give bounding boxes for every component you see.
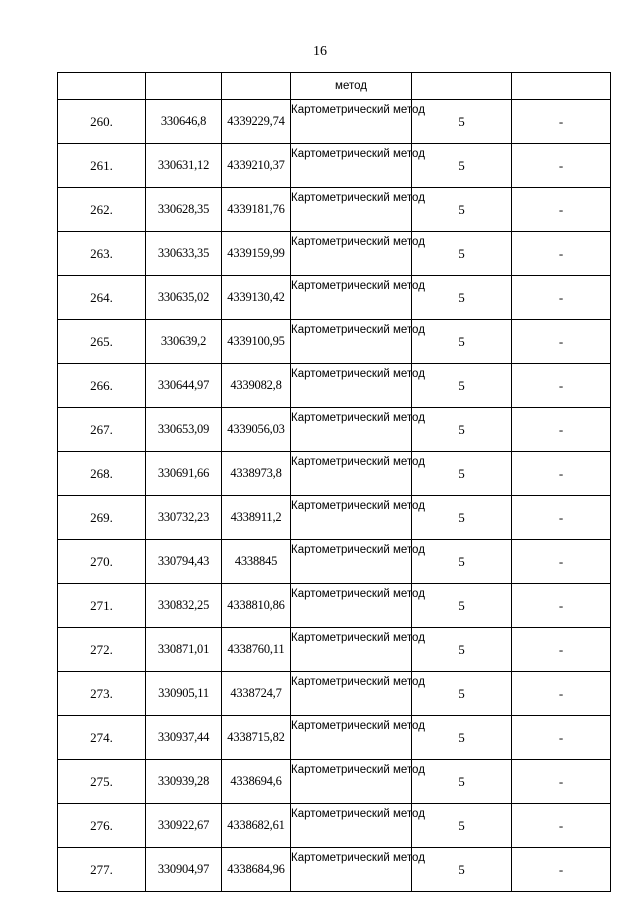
- cell-number: 271.: [58, 584, 146, 628]
- cell-accuracy: 5: [412, 144, 512, 188]
- table-row: [58, 628, 611, 672]
- table-row: [58, 144, 611, 188]
- cell-x: 330905,11: [146, 672, 222, 716]
- cell-y: 4338973,8: [222, 452, 291, 496]
- table-row-continuation: [58, 73, 611, 100]
- cell-number: 275.: [58, 760, 146, 804]
- cell-y: [222, 73, 291, 100]
- cell-x: 330937,44: [146, 716, 222, 760]
- cell-note: -: [512, 452, 611, 496]
- table-body: [58, 73, 611, 892]
- cell-y: 4338810,86: [222, 584, 291, 628]
- cell-number: [58, 73, 146, 100]
- page-number: 16: [313, 44, 327, 59]
- cell-y: 4338684,96: [222, 848, 291, 892]
- cell-number: 261.: [58, 144, 146, 188]
- cell-method: Картометрический метод: [291, 628, 412, 672]
- cell-number: 274.: [58, 716, 146, 760]
- cell-y: 4339229,74: [222, 100, 291, 144]
- cell-accuracy: 5: [412, 188, 512, 232]
- cell-y: 4339181,76: [222, 188, 291, 232]
- cell-accuracy: 5: [412, 408, 512, 452]
- cell-x: 330653,09: [146, 408, 222, 452]
- cell-accuracy: 5: [412, 628, 512, 672]
- cell-y: 4338845: [222, 540, 291, 584]
- cell-number: 267.: [58, 408, 146, 452]
- cell-accuracy: 5: [412, 452, 512, 496]
- table-row: [58, 584, 611, 628]
- table-row: [58, 364, 611, 408]
- cell-note: -: [512, 144, 611, 188]
- cell-accuracy: 5: [412, 496, 512, 540]
- cell-number: 270.: [58, 540, 146, 584]
- cell-y: 4339082,8: [222, 364, 291, 408]
- cell-y: 4339130,42: [222, 276, 291, 320]
- coordinates-table: [57, 72, 611, 892]
- cell-y: 4338715,82: [222, 716, 291, 760]
- table-row: [58, 452, 611, 496]
- cell-number: 263.: [58, 232, 146, 276]
- cell-number: 272.: [58, 628, 146, 672]
- table-row: [58, 188, 611, 232]
- cell-method: Картометрический метод: [291, 276, 412, 320]
- cell-x: 330631,12: [146, 144, 222, 188]
- cell-method: Картометрический метод: [291, 584, 412, 628]
- table-row: [58, 100, 611, 144]
- cell-method: Картометрический метод: [291, 364, 412, 408]
- cell-method: Картометрический метод: [291, 760, 412, 804]
- table-row: [58, 408, 611, 452]
- cell-accuracy: 5: [412, 716, 512, 760]
- cell-method: Картометрический метод: [291, 672, 412, 716]
- cell-note: -: [512, 496, 611, 540]
- cell-x: 330633,35: [146, 232, 222, 276]
- cell-method: Картометрический метод: [291, 320, 412, 364]
- cell-y: 4338724,7: [222, 672, 291, 716]
- cell-note: -: [512, 628, 611, 672]
- cell-x: 330644,97: [146, 364, 222, 408]
- cell-y: 4338682,61: [222, 804, 291, 848]
- cell-note: -: [512, 100, 611, 144]
- cell-accuracy: 5: [412, 320, 512, 364]
- cell-number: 269.: [58, 496, 146, 540]
- cell-note: -: [512, 364, 611, 408]
- cell-number: 277.: [58, 848, 146, 892]
- cell-x: 330635,02: [146, 276, 222, 320]
- cell-y: 4338911,2: [222, 496, 291, 540]
- cell-y: 4339100,95: [222, 320, 291, 364]
- cell-number: 265.: [58, 320, 146, 364]
- cell-method: Картометрический метод: [291, 232, 412, 276]
- cell-accuracy: 5: [412, 276, 512, 320]
- cell-y: 4339159,99: [222, 232, 291, 276]
- cell-x: 330628,35: [146, 188, 222, 232]
- cell-x: 330691,66: [146, 452, 222, 496]
- cell-method: Картометрический метод: [291, 496, 412, 540]
- cell-method: Картометрический метод: [291, 188, 412, 232]
- cell-method: Картометрический метод: [291, 848, 412, 892]
- table-row: [58, 716, 611, 760]
- cell-x: 330639,2: [146, 320, 222, 364]
- table-row: [58, 760, 611, 804]
- table-row: [58, 672, 611, 716]
- cell-note: -: [512, 540, 611, 584]
- cell-y: 4338694,6: [222, 760, 291, 804]
- cell-x: 330832,25: [146, 584, 222, 628]
- cell-x: 330646,8: [146, 100, 222, 144]
- cell-x: 330939,28: [146, 760, 222, 804]
- cell-y: 4338760,11: [222, 628, 291, 672]
- cell-number: 276.: [58, 804, 146, 848]
- cell-x: 330922,67: [146, 804, 222, 848]
- cell-method: метод: [291, 73, 412, 100]
- cell-number: 260.: [58, 100, 146, 144]
- cell-accuracy: 5: [412, 760, 512, 804]
- cell-number: 273.: [58, 672, 146, 716]
- cell-note: -: [512, 804, 611, 848]
- cell-number: 266.: [58, 364, 146, 408]
- cell-number: 268.: [58, 452, 146, 496]
- cell-x: 330871,01: [146, 628, 222, 672]
- table-row: [58, 848, 611, 892]
- cell-accuracy: [412, 73, 512, 100]
- cell-note: -: [512, 276, 611, 320]
- cell-accuracy: 5: [412, 232, 512, 276]
- cell-accuracy: 5: [412, 100, 512, 144]
- cell-number: 262.: [58, 188, 146, 232]
- cell-note: -: [512, 760, 611, 804]
- cell-number: 264.: [58, 276, 146, 320]
- table-row: [58, 496, 611, 540]
- cell-note: -: [512, 320, 611, 364]
- cell-note: -: [512, 232, 611, 276]
- cell-accuracy: 5: [412, 584, 512, 628]
- table-row: [58, 804, 611, 848]
- cell-method: Картометрический метод: [291, 804, 412, 848]
- cell-method: Картометрический метод: [291, 540, 412, 584]
- cell-method: Картометрический метод: [291, 716, 412, 760]
- cell-y: 4339056,03: [222, 408, 291, 452]
- table-row: [58, 232, 611, 276]
- cell-method: Картометрический метод: [291, 408, 412, 452]
- cell-x: 330904,97: [146, 848, 222, 892]
- cell-accuracy: 5: [412, 540, 512, 584]
- table-row: [58, 540, 611, 584]
- table-row: [58, 276, 611, 320]
- cell-x: 330732,23: [146, 496, 222, 540]
- cell-method: Картометрический метод: [291, 452, 412, 496]
- cell-note: -: [512, 848, 611, 892]
- cell-accuracy: 5: [412, 848, 512, 892]
- cell-note: -: [512, 672, 611, 716]
- cell-accuracy: 5: [412, 364, 512, 408]
- cell-accuracy: 5: [412, 672, 512, 716]
- cell-note: -: [512, 584, 611, 628]
- cell-accuracy: 5: [412, 804, 512, 848]
- cell-note: -: [512, 188, 611, 232]
- cell-y: 4339210,37: [222, 144, 291, 188]
- cell-note: -: [512, 408, 611, 452]
- cell-x: 330794,43: [146, 540, 222, 584]
- cell-x: [146, 73, 222, 100]
- cell-note: -: [512, 716, 611, 760]
- table-row: [58, 320, 611, 364]
- cell-note: [512, 73, 611, 100]
- cell-method: Картометрический метод: [291, 100, 412, 144]
- cell-method: Картометрический метод: [291, 144, 412, 188]
